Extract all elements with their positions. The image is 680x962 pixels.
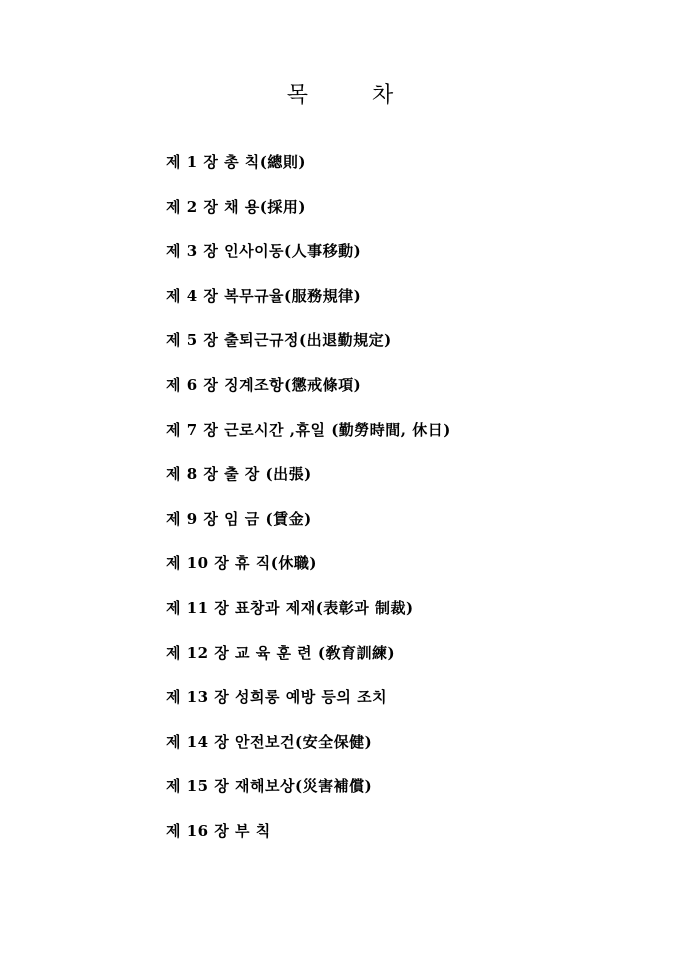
toc-item-chapter-16: 제 16 장 부 칙 [166, 821, 271, 840]
toc-item-chapter-11: 제 11 장 표창과 제재(表彰과 制裁) [166, 598, 414, 617]
toc-item-chapter-2: 제 2 장 채 용(採用) [166, 197, 306, 216]
table-of-contents [166, 151, 451, 865]
page-title [0, 82, 680, 110]
toc-item-chapter-5: 제 5 장 출퇴근규정(出退勤規定) [166, 331, 392, 350]
toc-item-chapter-13: 제 13 장 성희롱 예방 등의 조치 [166, 688, 388, 707]
toc-item-chapter-14: 제 14 장 안전보건(安全保健) [166, 732, 373, 751]
title-left-char: 목 [286, 83, 308, 108]
toc-item-chapter-8: 제 8 장 출 장 (出張) [166, 465, 312, 484]
title-right-char: 차 [372, 83, 394, 108]
toc-item-chapter-12: 제 12 장 교 육 훈 련 (敎育訓練) [166, 643, 396, 662]
toc-item-chapter-10: 제 10 장 휴 직(休職) [166, 554, 317, 573]
toc-item-chapter-6: 제 6 장 징계조항(懲戒條項) [166, 375, 362, 394]
toc-item-chapter-7: 제 7 장 근로시간 ,휴일 (勤勞時間, 休日) [166, 420, 451, 439]
toc-item-chapter-15: 제 15 장 재해보상(災害補償) [166, 777, 373, 796]
toc-item-chapter-1: 제 1 장 총 칙(總則) [166, 153, 306, 171]
toc-item-chapter-3: 제 3 장 인사이동(人事移動) [166, 242, 362, 261]
toc-item-chapter-4: 제 4 장 복무규율(服務規律) [166, 286, 362, 305]
toc-item-chapter-9: 제 9 장 임 금 (賃金) [166, 509, 312, 528]
